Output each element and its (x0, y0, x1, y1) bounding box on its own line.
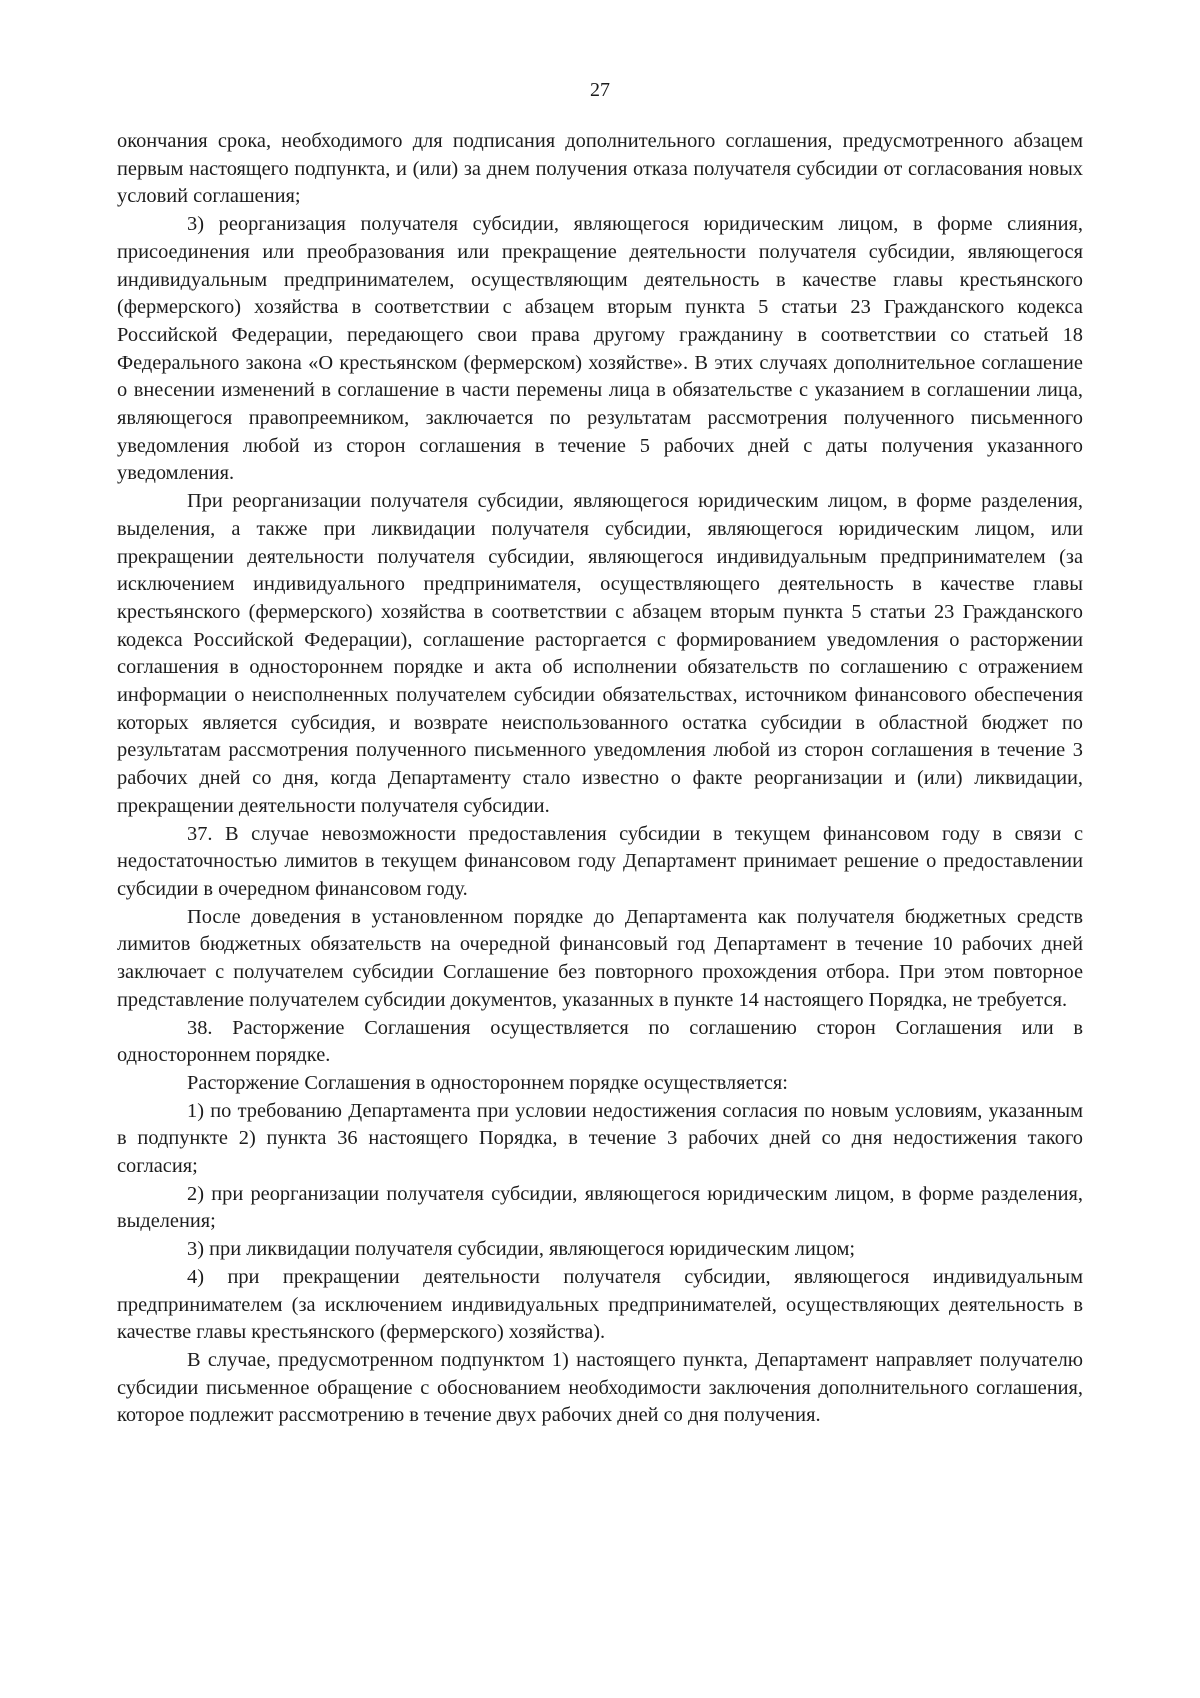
paragraph-termination-subitem-4: 4) при прекращении деятельности получателя субсидии, являющегося индивидуальным предпринимателем (за исключением индивидуальных предпринимателей, осуществляющих деятельность в качестве главы крестьянского (фермерского) хозяйства). (117, 1265, 1083, 1344)
paragraph-termination-subitem-2: 2) при реорганизации получателя субсидии, являющегося юридическим лицом, в форме разделения, выделения; (117, 1182, 1083, 1233)
paragraph-continuation: окончания срока, необходимого для подписания дополнительного соглашения, предусмотренного абзацем первым настоящего подпункта, и (или) за днем получения отказа получателя субсидии от согласования новых условий соглашения; (117, 130, 1083, 208)
paragraph-limits-next-year: После доведения в установленном порядке до Департамента как получателя бюджетных средств лимитов бюджетных обязательств на очередной финансовый год Департамент в течение 10 рабочих дней заключает с получателем субсидии Соглашение без повторного прохождения отбора. При этом повторное представление получателем субсидии документов, указанных в пункте 14 настоящего Порядка, не требуется. (117, 905, 1083, 1011)
paragraph-written-appeal: В случае, предусмотренном подпунктом 1) настоящего пункта, Департамент направляет получателю субсидии письменное обращение с обоснованием необходимости заключения дополнительного соглашения, которое подлежит рассмотрению в течение двух рабочих дней со дня получения. (117, 1348, 1083, 1427)
paragraph-item-38: 38. Расторжение Соглашения осуществляется по соглашению сторон Соглашения или в одностороннем порядке. (117, 1016, 1083, 1067)
paragraph-reorganization-division: При реорганизации получателя субсидии, являющегося юридическим лицом, в форме разделения, выделения, а также при ликвидации получателя субсидии, являющегося юридическим лицом, или прекращении деятельности получателя субсидии, являющегося индивидуальным предпринимателем (за исключением индивидуального предпринимателя, осуществляющего деятельность в качестве главы крестьянского (фермерского) хозяйства в соответствии с абзацем вторым пункта 5 статьи 23 Гражданского кодекса Российской Федерации), соглашение расторгается с формированием уведомления о расторжении соглашения в одностороннем порядке и акта об исполнении обязательств по соглашению с отражением информации о неисполненных получателем субсидии обязательствах, источником финансового обеспечения которых является субсидия, и возврате неиспользованного остатка субсидии в областной бюджет по результатам рассмотрения полученного письменного уведомления любой из сторон соглашения в течение 3 рабочих дней со дня, когда Департаменту стало известно о факте реорганизации и (или) ликвидации, прекращении деятельности получателя субсидии. (117, 490, 1083, 817)
paragraph-subitem-3-reorganization: 3) реорганизация получателя субсидии, являющегося юридическим лицом, в форме слияния, присоединения или преобразования или прекращение деятельности получателя субсидии, являющегося индивидуальным предпринимателем, осуществляющим деятельность в качестве главы крестьянского (фермерского) хозяйства в соответствии с абзацем вторым пункта 5 статьи 23 Гражданского кодекса Российской Федерации, передающего свои права другому гражданину в соответствии со статьей 18 Федерального закона «О крестьянском (фермерском) хозяйстве». В этих случаях дополнительное соглашение о внесении изменений в соглашение в части перемены лица в обязательстве с указанием в соглашении лица, являющегося правопреемником, заключается по результатам рассмотрения полученного письменного уведомления любой из сторон соглашения в течение 5 рабочих дней с даты получения указанного уведомления. (117, 213, 1083, 485)
page-number: 27 (590, 79, 610, 101)
paragraph-unilateral-termination: Расторжение Соглашения в одностороннем порядке осуществляется: (187, 1071, 788, 1094)
paragraph-termination-subitem-3: 3) при ликвидации получателя субсидии, являющегося юридическим лицом; (187, 1238, 856, 1261)
document-body (117, 128, 1083, 1430)
paragraph-item-37: 37. В случае невозможности предоставления субсидии в текущем финансовом году в связи с недостаточностью лимитов в текущем финансовом году Департамент принимает решение о предоставлении субсидии в очередном финансовом году. (117, 822, 1083, 900)
paragraph-termination-subitem-1: 1) по требованию Департамента при условии недостижения согласия по новым условиям, указанным в подпункте 2) пункта 36 настоящего Порядка, в течение 3 рабочих дней со дня недостижения такого согласия; (117, 1099, 1083, 1178)
